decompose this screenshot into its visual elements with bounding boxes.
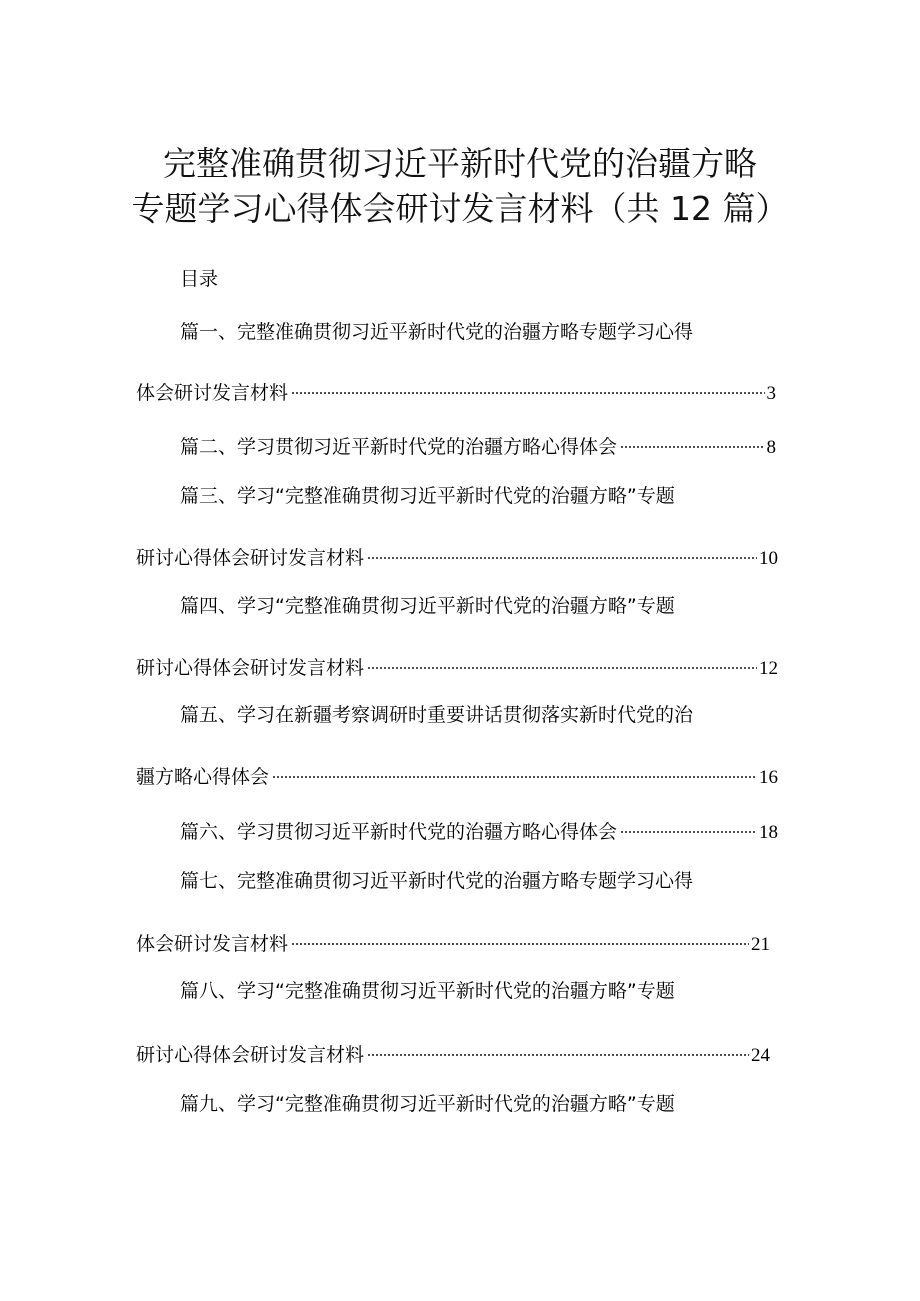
dot-leader [291, 373, 764, 399]
toc-page-number: 21 [751, 934, 770, 955]
toc-entry-3-line-2[interactable] [136, 538, 778, 569]
toc-page-number: 8 [766, 437, 776, 458]
toc-entry-text: 篇七、完整准确贯彻习近平新时代党的治疆方略专题学习心得 [180, 870, 694, 892]
document-title-line-2: 专题学习心得体会研讨发言材料（共 12 篇） [131, 189, 789, 228]
toc-entry-text: 篇六、学习贯彻习近平新时代党的治疆方略心得体会 [180, 821, 618, 843]
toc-entry-text: 篇一、完整准确贯彻习近平新时代党的治疆方略专题学习心得 [180, 321, 694, 343]
toc-heading: 目录 [180, 268, 219, 290]
toc-entry-text: 篇三、学习“完整准确贯彻习近平新时代党的治疆方略”专题 [180, 485, 675, 507]
toc-entry-text: 疆方略心得体会 [136, 766, 270, 788]
toc-entry-1-line-2[interactable] [136, 373, 776, 404]
dot-leader [620, 812, 757, 838]
toc-page-number: 3 [766, 383, 776, 404]
toc-entry-4-line-2[interactable] [136, 648, 778, 679]
toc-entry-text: 体会研讨发言材料 [136, 933, 289, 955]
toc-entry-text: 体会研讨发言材料 [136, 382, 289, 404]
toc-entry-text: 研讨心得体会研讨发言材料 [136, 657, 365, 679]
toc-page-number: 16 [759, 767, 778, 788]
toc-page-number: 24 [751, 1045, 770, 1066]
dot-leader [272, 757, 757, 783]
toc-entry-7-line-1[interactable] [180, 868, 693, 894]
toc-entry-6[interactable] [180, 812, 778, 843]
toc-entry-5-line-2[interactable] [136, 757, 778, 788]
dot-leader [367, 648, 757, 674]
toc-entry-text: 研讨心得体会研讨发言材料 [136, 547, 365, 569]
toc-entry-7-line-2[interactable] [136, 924, 770, 955]
dot-leader [367, 538, 757, 564]
toc-page-number: 18 [759, 822, 778, 843]
toc-entry-text: 篇八、学习“完整准确贯彻习近平新时代党的治疆方略”专题 [180, 980, 675, 1002]
toc-entry-text: 研讨心得体会研讨发言材料 [136, 1044, 365, 1066]
dot-leader [620, 427, 764, 453]
toc-entry-text: 篇五、学习在新疆考察调研时重要讲话贯彻落实新时代党的治 [180, 704, 694, 726]
toc-entry-2[interactable] [180, 427, 776, 458]
toc-entry-text: 篇四、学习“完整准确贯彻习近平新时代党的治疆方略”专题 [180, 595, 675, 617]
toc-entry-5-line-1[interactable] [180, 702, 693, 728]
toc-entry-8-line-1[interactable] [180, 978, 675, 1004]
toc-page-number: 10 [759, 548, 778, 569]
toc-entry-3-line-1[interactable] [180, 483, 675, 509]
toc-entry-9-line-1[interactable] [180, 1091, 675, 1117]
document-title-line-1: 完整准确贯彻习近平新时代党的治疆方略 [163, 144, 757, 183]
toc-entry-text: 篇二、学习贯彻习近平新时代党的治疆方略心得体会 [180, 436, 618, 458]
dot-leader [367, 1035, 749, 1061]
toc-entry-1-line-1[interactable] [180, 319, 693, 345]
toc-entry-4-line-1[interactable] [180, 593, 675, 619]
toc-page-number: 12 [759, 658, 778, 679]
toc-entry-8-line-2[interactable] [136, 1035, 770, 1066]
dot-leader [291, 924, 749, 950]
toc-entry-text: 篇九、学习“完整准确贯彻习近平新时代党的治疆方略”专题 [180, 1093, 675, 1115]
